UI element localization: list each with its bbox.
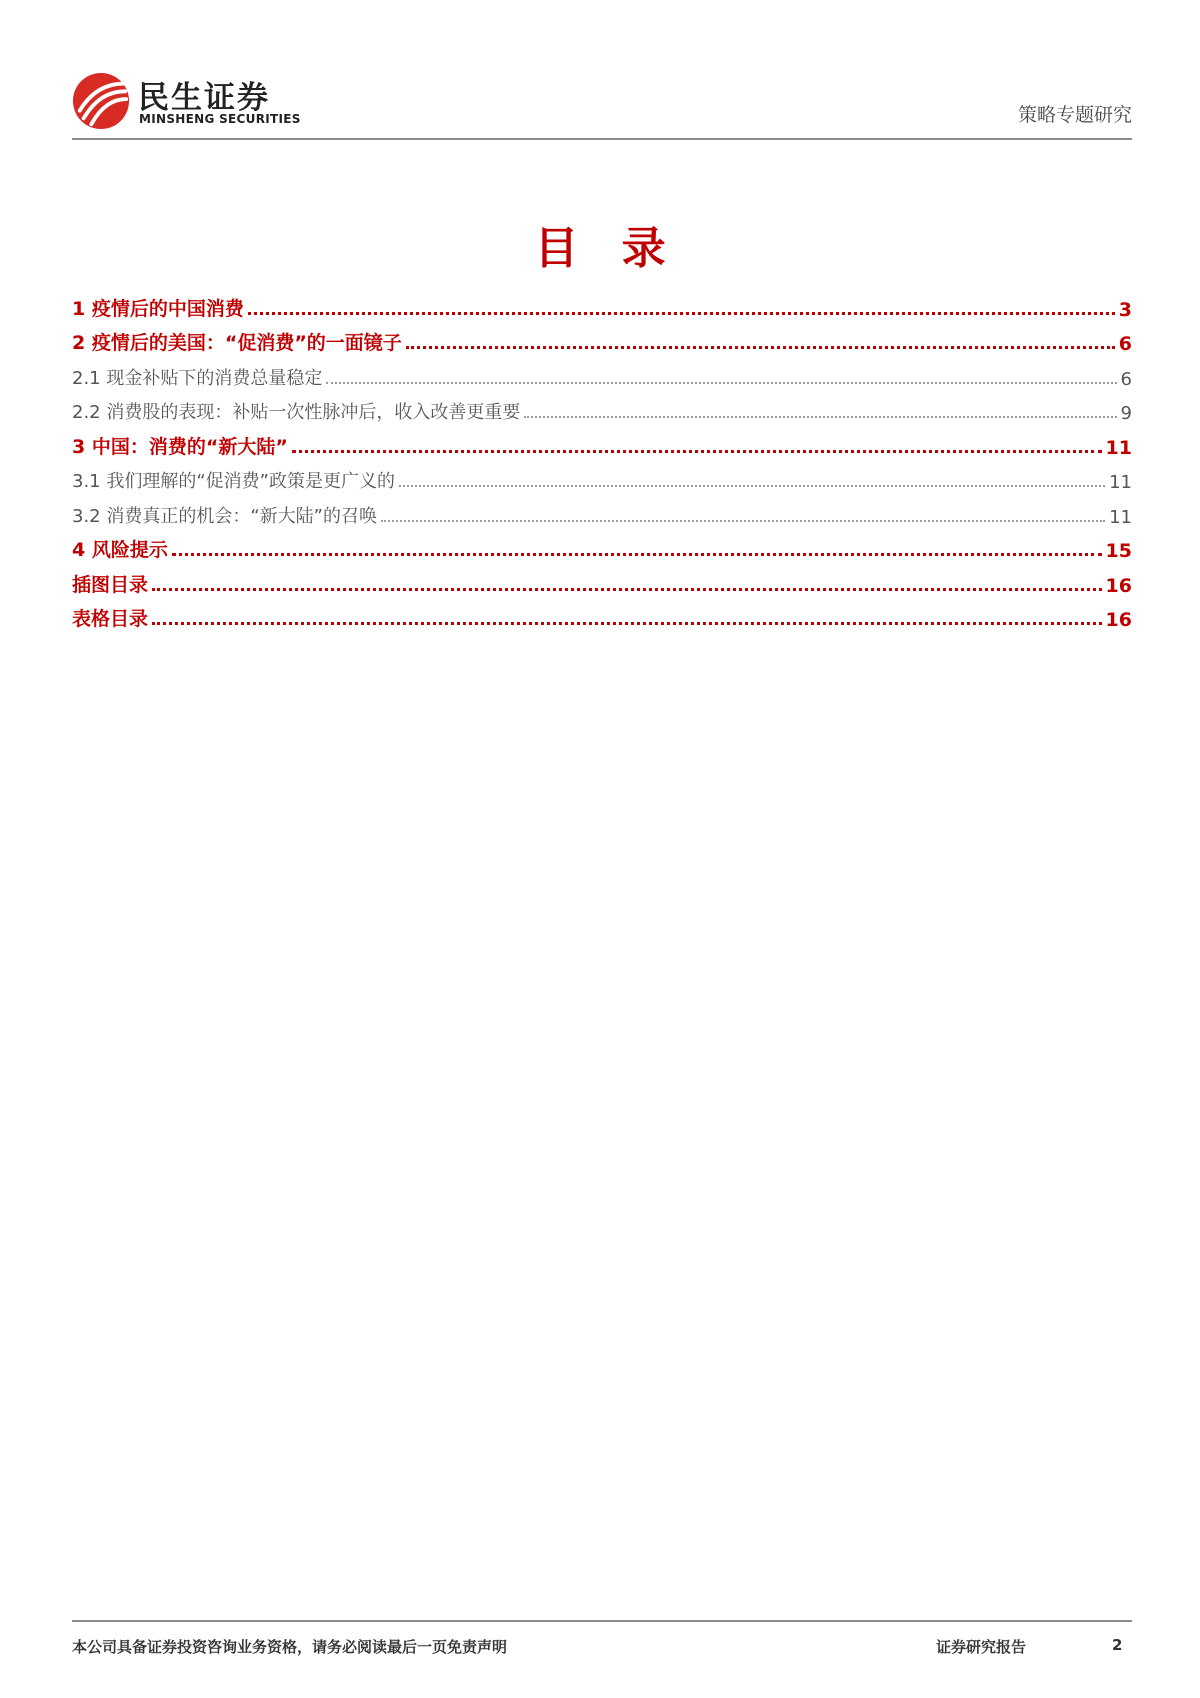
toc-dot-leader <box>152 588 1102 591</box>
toc-entry-section[interactable] <box>72 528 1132 563</box>
toc-entry-label: 3.2 消费真正的机会：“新大陆”的召唤 <box>72 505 377 527</box>
header-divider <box>72 138 1132 140</box>
toc-entry-section[interactable] <box>72 562 1132 597</box>
toc-entry-page: 11 <box>1109 506 1132 528</box>
toc-entry-label: 插图目录 <box>72 573 149 596</box>
toc-dot-leader <box>152 622 1102 625</box>
minsheng-logo-icon <box>72 72 130 130</box>
brand-logo <box>72 70 312 132</box>
page-header <box>72 70 1132 138</box>
toc-entry-section[interactable] <box>72 597 1132 632</box>
toc-entry-page: 15 <box>1105 540 1132 562</box>
footer-report-type: 证券研究报告 <box>936 1638 1027 1656</box>
footer-divider <box>72 1620 1132 1622</box>
toc-entry-page: 11 <box>1109 472 1132 493</box>
toc-entry-page: 9 <box>1120 403 1132 424</box>
toc-entry-page: 6 <box>1118 333 1132 355</box>
document-type-label: 策略专题研究 <box>1017 104 1132 126</box>
toc-entry-subsection[interactable] <box>72 493 1132 528</box>
toc-entry-page: 3 <box>1118 298 1132 321</box>
toc-entry-label: 1 疫情后的中国消费 <box>72 297 244 320</box>
toc-dot-leader <box>292 450 1102 453</box>
toc-dot-leader <box>399 485 1105 487</box>
toc-entry-subsection[interactable] <box>72 459 1132 494</box>
toc-entry-label: 表格目录 <box>72 608 149 630</box>
toc-entry-subsection[interactable] <box>72 355 1132 390</box>
toc-dot-leader <box>172 553 1102 556</box>
toc-entry-label: 4 风险提示 <box>72 539 168 561</box>
toc-dot-leader <box>248 312 1115 315</box>
toc-title: 目 录 <box>534 223 680 274</box>
toc-entry-label: 2 疫情后的美国：“促消费”的一面镜子 <box>72 332 402 354</box>
toc-entry-section[interactable] <box>72 321 1132 356</box>
toc-dot-leader <box>406 346 1115 349</box>
toc-dot-leader <box>326 382 1116 384</box>
toc-dot-leader <box>381 520 1105 522</box>
toc-entry-subsection[interactable] <box>72 390 1132 425</box>
footer-disclaimer: 本公司具备证券投资咨询业务资格，请务必阅读最后一页免责声明 <box>72 1638 508 1656</box>
toc-entry-page: 11 <box>1105 436 1132 459</box>
toc-dot-leader <box>524 416 1116 418</box>
toc-entry-label: 3 中国：消费的“新大陆” <box>72 435 288 458</box>
toc-entry-section[interactable] <box>72 286 1132 321</box>
toc-entry-page: 16 <box>1105 574 1132 597</box>
toc-entry-page: 6 <box>1120 368 1132 390</box>
brand-name-cn: 民生证券 <box>138 80 270 116</box>
brand-name-en: MINSHENG SECURITIES <box>139 112 301 126</box>
toc-entry-page: 16 <box>1105 609 1132 631</box>
footer-page-number: 2 <box>1112 1636 1123 1654</box>
toc-entry-label: 2.2 消费股的表现：补贴一次性脉冲后，收入改善更重要 <box>72 402 521 423</box>
toc-entry-label: 3.1 我们理解的“促消费”政策是更广义的 <box>72 471 395 492</box>
table-of-contents <box>72 286 1132 631</box>
toc-entry-label: 2.1 现金补贴下的消费总量稳定 <box>72 367 323 389</box>
toc-entry-section[interactable] <box>72 424 1132 459</box>
